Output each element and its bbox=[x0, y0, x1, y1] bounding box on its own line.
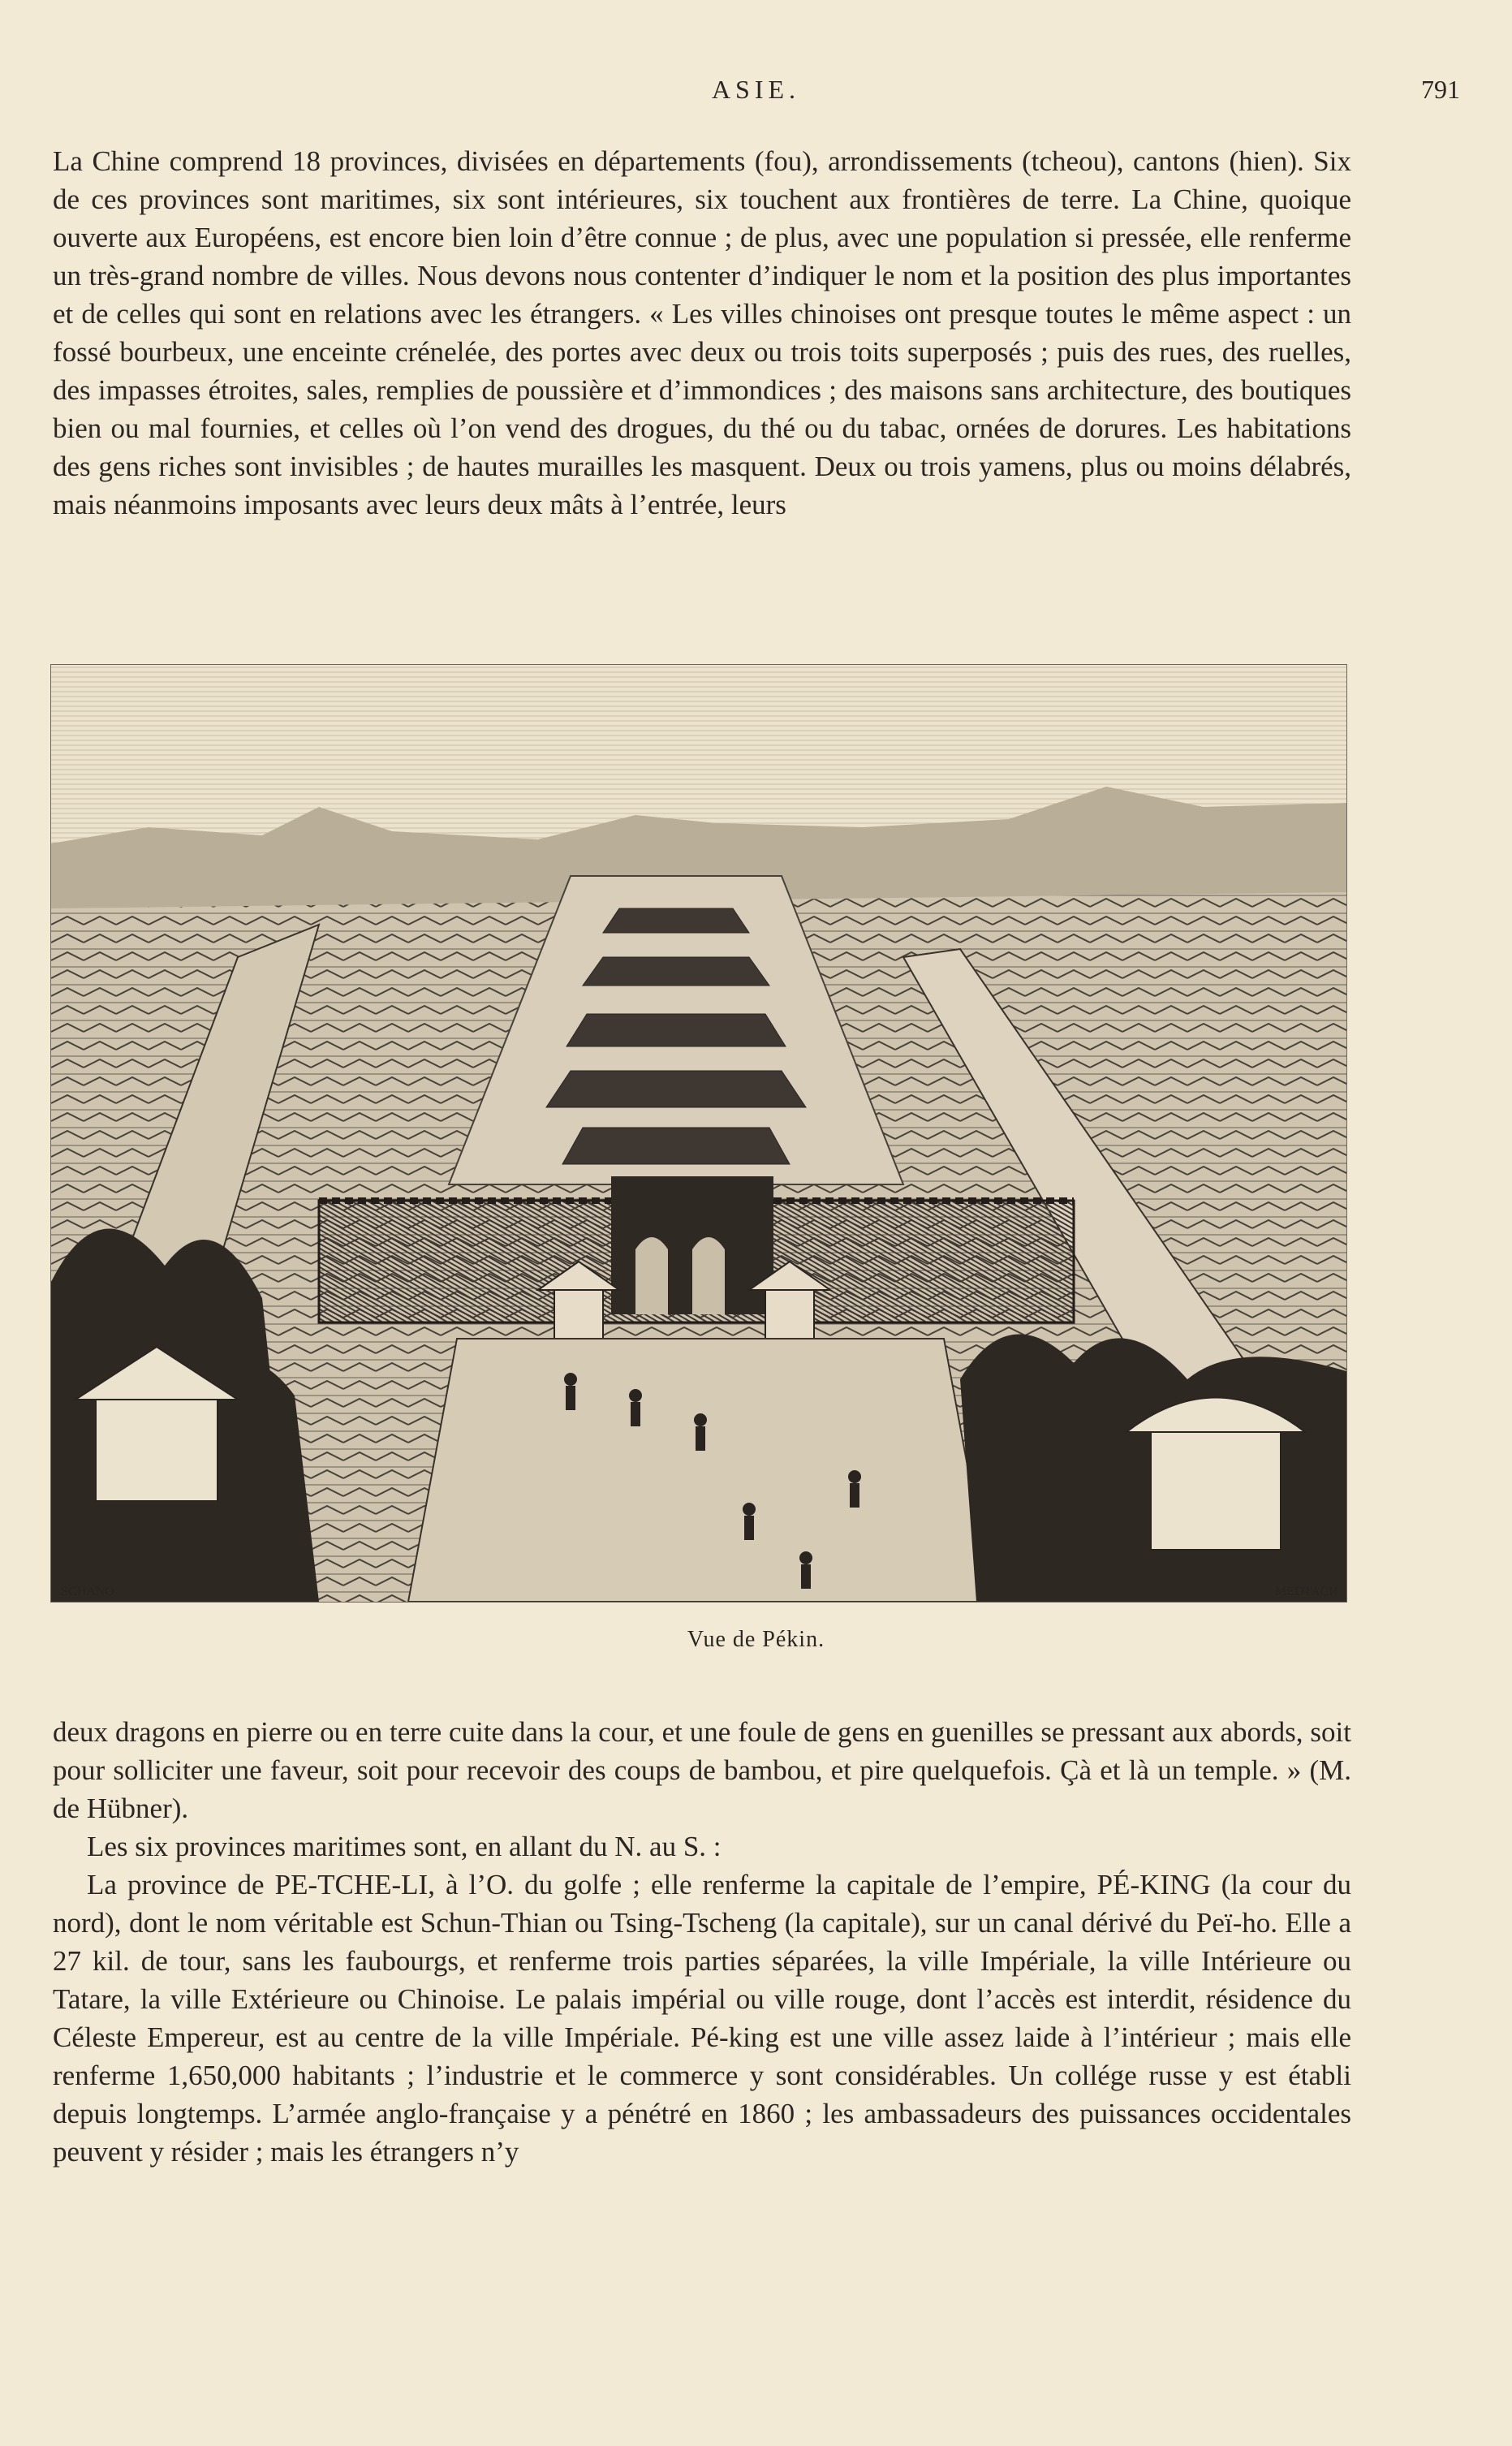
engraver-signature-left: SCHANO bbox=[61, 1585, 114, 1598]
page-number: 791 bbox=[1421, 75, 1460, 104]
body-text-bottom bbox=[53, 1713, 1351, 2171]
engraving-view-of-peking bbox=[50, 664, 1347, 1603]
figure-caption: Vue de Pékin. bbox=[687, 1627, 825, 1652]
engraving-illustration bbox=[51, 665, 1346, 1602]
paragraph: deux dragons en pierre ou en terre cuite dans la cour, et une foule de gens en guenilles se pressant aux abords, soit pour solliciter une faveur, soit pour recevoir des coups de bambou, et pire quelquefois. Çà et là un temple. » (M. de Hübner). bbox=[53, 1716, 1351, 1824]
paragraph: La province de PE-TCHE-LI, à l’O. du golfe ; elle renferme la capitale de l’empire, PÉ-KING (la cour du nord), dont le nom véritable est Schun-Thian ou Tsing-Tscheng (la capitale), sur un canal dérivé du Peï-ho. Elle a 27 kil. de tour, sans les faubourgs, et renferme trois parties séparées, la ville Impériale, la ville Intérieure ou Tatare, la ville Extérieure ou Chinoise. Le palais impérial ou ville rouge, dont l’accès est interdit, résidence du Céleste Empereur, est au centre de la ville Impériale. Pé-king est une ville assez laide à l’intérieur ; mais elle renferme 1,650,000 habitants ; l’industrie et le commerce y sont considérables. Un collége russe y est établi depuis longtemps. L’armée anglo-française y a pénétré en 1860 ; les ambassadeurs des puissances occidentales peuvent y résider ; mais les étrangers n’y bbox=[53, 1869, 1351, 2168]
running-head: ASIE. bbox=[711, 75, 801, 104]
page-header bbox=[49, 75, 1463, 115]
body-text-top bbox=[53, 142, 1351, 524]
paragraph: La Chine comprend 18 provinces, divisées en départements (fou), arrondissements (tcheou), cantons (hien). Six de ces provinces sont maritimes, six sont intérieures, six touchent aux frontières de terre. La Chine, quoique ouverte aux Européens, est encore bien loin d’être connue ; de plus, avec une population si pressée, elle renferme un très-grand nombre de villes. Nous devons nous contenter d’indiquer le nom et la position des plus importantes et de celles qui sont en relations avec les étrangers. « Les villes chinoises ont presque toutes le même aspect : un fossé bourbeux, une enceinte crénelée, des portes avec deux ou trois toits superposés ; puis des rues, des ruelles, des impasses étroites, sales, remplies de poussière et d’immondices ; des maisons sans architecture, des boutiques bien ou mal fournies, et celles où l’on vend des drogues, du thé ou du tabac, ornées de dorures. Les habitations des gens riches sont invisibles ; de hautes murailles les masquent. Deux ou trois yamens, plus ou moins délabrés, mais néanmoins imposants avec leurs deux mâts à l’entrée, leurs bbox=[53, 145, 1351, 520]
paragraph: Les six provinces maritimes sont, en allant du N. au S. : bbox=[87, 1831, 722, 1862]
engraver-signature-right: MEDTACH bbox=[1275, 1585, 1338, 1598]
